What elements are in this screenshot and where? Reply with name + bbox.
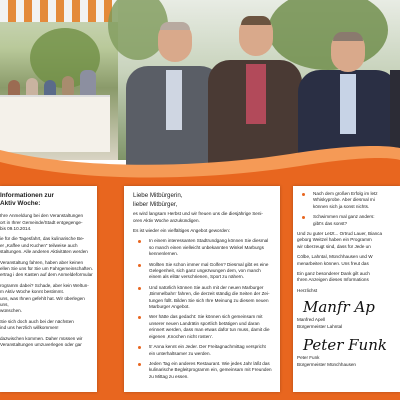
list-item: Wollten Sie schon immer mal Golfen? Diesmal gibt es eine Gelegenheit, sich ganz ungezwungen dem, von manch einem als elitär verschrienen, Sport zu nähern.	[133, 262, 272, 281]
paragraph: Und zu guter Letzt... Ortrud Lauer, Bianca geborg Weitzel haben ein Programm wir überzeugt sind, dass für Jede un	[297, 231, 383, 249]
signer-title: Bürgermeister Lahntal	[297, 323, 343, 329]
paragraph: rogramm dabei? Schade, aber kein Weltun- m Aktiv Woche konnt bestimmt. uns, was Ihnen gefehlt hat. Wir überlegen uns, wünschen.	[0, 282, 89, 314]
paragraph: dazwischen kommen. Daher müssen wir Veranstaltungen umzuverlegen oder gar	[0, 335, 83, 348]
paragraph: Sie sich doch auch bei der nächsten ind uns herzlich willkommen!	[0, 318, 74, 331]
intro-text: es wird langsam Herbst und wir freuen uns die diesjährige Seni- oren Aktiv Woche anzukündigen.	[133, 211, 263, 223]
list-item: Schwimmen mal ganz anders: gibt's das sonst?	[297, 214, 400, 227]
offer-list	[133, 238, 272, 380]
photo-mayors	[118, 0, 400, 160]
offer-list-continued	[297, 191, 400, 227]
page-left	[0, 186, 97, 392]
closing: Herzlichst	[297, 287, 318, 293]
list-item: In einem interessanten Stadtrundgang können Sie diesmal so manch einen vielleicht unbekannten Winkel Marburgs kennenlernen.	[133, 238, 272, 257]
list-item: Und natürlich können Sie auch mit der neuen Marburger ‚Bimmelbahn‘ fahren, die derzeit ständig die Seiten der Zei- tungen füllt. Bilden Sie sich Ihre Meinung zu diesem neuen Marburger Angebot.	[133, 285, 272, 311]
signer-title: Bürgermeister Münchhausen	[297, 361, 356, 367]
page-right	[293, 186, 400, 392]
list-item: Jeden Tag ein anderes Restaurant. Wie jedes Jahr läßt das kulinarische Begleitprogramm ein, gemeinsam mit Freunden zu Mittag zu essen.	[133, 361, 272, 380]
paragraph: Cölbe, Lahntal, Münchhausen und W menarbeiten können. Uns freut das	[297, 254, 373, 266]
signature-manfred-apell: Manfr Ap	[303, 298, 375, 317]
paragraph: Ihre Anmeldung bei den Veranstaltungen ort in Ihrer Gemeinde/Stadt entgegenge- bis 09.10.2014.	[0, 213, 84, 231]
info-paragraphs	[0, 213, 93, 348]
paragraph: Veranstaltung fahren, haben aber keinen ellen Sie uns für Sie um Fahrgemeinschaften. ertrag i den Kasten auf dem Anmeldeformular	[0, 259, 93, 278]
greeting: Liebe Mitbürgerin, lieber Mitbürger,	[133, 192, 183, 208]
offer-intro: Es ist wieder ein vielfältiges Angebot geworden:	[133, 228, 231, 233]
signer-name: Manfred Apell	[297, 317, 326, 323]
paragraph: ie für die Tagesfahrt, das kulinarische Be- er „Kaffee und Kuchen“ teilweise auch staltungen. Alle anderen Aktivitäten werden	[0, 236, 88, 255]
signer-1	[297, 317, 400, 330]
list-item: 5' Anna kennt ein Jeder. Der Freitagnachmittag verspricht ein unterhaltsamer zu werden.	[133, 344, 272, 357]
signer-name: Peter Funk	[297, 355, 320, 361]
signer-2	[297, 355, 400, 368]
awning	[0, 0, 118, 22]
page-middle	[124, 186, 280, 392]
paragraph: Ein ganz besonderer Dank gilt auch Ihren Anzeigen dieses Informations	[297, 271, 370, 283]
signature-peter-funk: Peter Funk	[303, 336, 387, 355]
info-heading: Informationen zur Aktiv Woche:	[0, 192, 54, 207]
list-item: Wer hätte das gedacht: Sie können sich gemeinsam mit unserer neuen Landrätin sportlich betätigen und daran erinnert werden, dass man etwas dafür tun muss, damit die eigenen ‚Knochen nicht rosten‘.	[133, 314, 272, 340]
list-item: Nach dem großen Erfolg im letz Whiskyprobe. Aber diesmal mi können sich ja sonst nichts.	[297, 191, 400, 210]
photo-senior-group-at-table	[0, 0, 118, 160]
